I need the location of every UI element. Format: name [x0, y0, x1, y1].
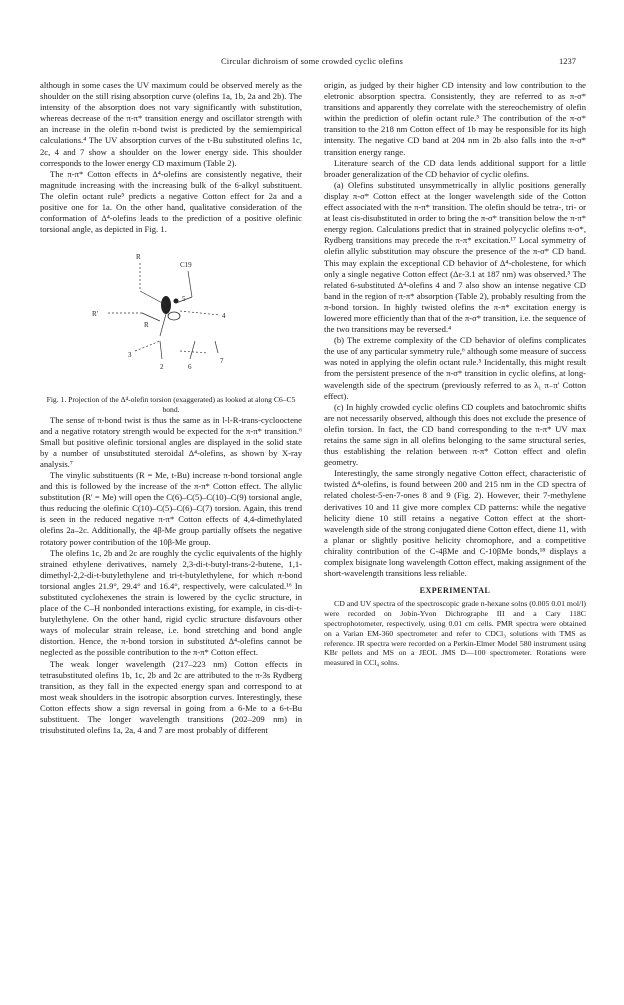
paragraph: The olefins 1c, 2b and 2c are roughly the cyclic equivalents of the highly strained ethylene derivatives, namely 2,3-di-t-butyl-trans-2-butene, 1,1-dimethyl-2,2-di-t-butylethylene and tri-t-butylethylene, for which π-bond torsional angles 21.9°, 29.4° and 16.4°, respectively, were calculated.¹⁶ In substituted cyclohexenes the strain is lowered by the cyclic structure, in place of the C–H nonbonded interactions existing, for example, in cis-di-t-butylethylene. On the other hand, rigid cyclic structure disfavours other ways of molecular strain release, i.e. bond stretching and bond angle distortion. Hence, the π-bond torsion in substituted Δ⁴-olefins cannot be neglected as the possible contribution to the π-π* Cotton effect. — [40, 547, 302, 658]
label-c5: 5 — [182, 295, 186, 304]
label-r-top: R — [136, 253, 141, 262]
paragraph: The sense of π-bond twist is thus the same as in l-l-R-trans-cyclooctene and a negative rotatory strength would be expected for the π-π* transition.⁶ Small but positive olefinic torsional angles are displayed in the solid state by a number of unsubstituted steroidal Δ⁴-olefins, as shown by X-ray analysis.⁷ — [40, 414, 302, 469]
label-r-mid: R — [144, 321, 149, 330]
running-head — [0, 56, 624, 70]
paragraph: Interestingly, the same strongly negative Cotton effect, characteristic of twisted Δ⁴-olefins, is found between 200 and 215 nm in the CD spectra of related cholest-5-en-7-ones 8 and 9 (Fig. 2). However, their 7-methylene derivatives 10 and 11 give more complex CD patterns: while the negative helicity diene 10 still retains a negative Cotton effect at the short-wavelength side of the strong conjugated diene Cotton effect, diene 11, with a planar or slightly positive helicity chromophore, and a competitive chirality contribution of the C-4βMe and C-10βMe bonds,¹⁸ displays a complex bisignate long wavelength Cotton effect, making assignment of the short-wavelength transitions less reliable. — [324, 468, 586, 579]
right-column — [324, 80, 586, 668]
label-c19: C19 — [180, 261, 192, 270]
paragraph: although in some cases the UV maximum could be observed merely as the shoulder on the still rising absorption curve (olefins 1a, 1b, 2a and 2b). The intensity of the absorption does not vary significantly with substitution, whereas decrease of the π-π* transition energy and oscillator strength with an increase in the olefin π-bond twist is predicted by the semiempirical calculations.⁴ The UV absorption curves of the t-Bu substituted olefins 1c, 2c, 4 and 7 show a shoulder on the lower energy side. This shoulder corresponds to the lower energy CD maximum (Table 2). — [40, 80, 302, 168]
paragraph: The vinylic substituents (R = Me, t-Bu) increase π-bond torsional angle and this is followed by the increase of the π-π* Cotton effect. The allylic substitution (R' = Me) will open the C(6)–C(5)–C(10)–C(9) torsional angle, thus reducing the olefinic C(10)–C(5)–C(6)–C(7) torsion. Again, this trend is seen in the reduced negative π-π* Cotton effects of 4,4-dimethylated olefins 2a–2c. Additionally, the 4β-Me group partially offsets the negative rotatory power contribution of the 10β-Me group. — [40, 469, 302, 547]
paragraph: origin, as judged by their higher CD intensity and low contribution to the eletronic absorption spectra. Consistently, they are referred to as π-σ* transitions and apparently they correlate with the stereochemistry of olefin within the prediction of olefin octant rule.⁵ The contribution of the π-σ* transition to the 218 nm Cotton effect of 1b may be responsible for its high intensity. The negative CD band at 204 nm in 2b also falls into the π-σ* transition energy range. — [324, 80, 586, 157]
paragraph: (b) The extreme complexity of the CD behavior of olefins complicates the use of any particular symmetry rule,⁶ although some measure of success was noted in applying the olefin octant rule.⁵ Incidentally, this might result from the persistent presence of the π-σ* transition in cyclic olefins, at long-wavelength side of the spectrum (previously referred to as λ₁ π₋π′ Cotton effect). — [324, 335, 586, 401]
paragraph: The weak longer wavelength (217–223 nm) Cotton effects in tetrasubstituted olefins 1b, 1c, 2b and 2c are attributed to the π-3s Rydberg transition, as they fall in the expected energy span and correspond to at most weak shoulders in the isotropic absorption curves. Interestingly, these Cotton effects show a sign reversal in going from a 6-Me to a 6-t-Bu substituent. The longer wavelength transitions (202–209 nm) in trisubstituted olefins 1a, 2a, 4 and 7 are most probably of different — [40, 658, 302, 736]
figure-1 — [40, 241, 302, 391]
paragraph: (c) In highly crowded cyclic olefins CD couplets and batochromic shifts are not necessarily observed, although this does not exclude the presence of olefin torsion. In fact, the CD band corresponding to the π-π* UV max retains the same sign in all olefins belonging to the same structural series, thus establishing the relation between π-π* Cotton effect and olefin geometry. — [324, 401, 586, 468]
label-c7: 7 — [220, 357, 224, 366]
section-heading-experimental: EXPERIMENTAL — [419, 586, 491, 596]
paragraph: The π-π* Cotton effects in Δ⁴-olefins are consistently negative, their magnitude increasing with the increasing bulk of the 6-alkyl substituent. The olefin octant rule⁵ predicts a negative Cotton effect for 2a and a positive one for 1a. On the other hand, qualitative consideration of the conformation of Δ⁴-olefins leads to the prediction of a positive olefinic torsional angle, as depicted in Fig. 1. — [40, 168, 302, 235]
torsion-projection-diagram — [80, 241, 270, 391]
label-c4: 4 — [222, 312, 226, 321]
left-column — [40, 80, 302, 736]
experimental-text: CD and UV spectra of the spectroscopic grade n-hexane solns (0.005 0.01 mol/l) were recorded on Jobin-Yvon Dichrographe III and a Cary 118C spectrophotometer, respectively, using 0.01 cm cells. PMR spectra were obtained on a Varian EM-360 spectrometer and refer to CDCl₃ solutions with TMS as reference. IR spectra were recorded on a Perkin-Elmer Model 580 instrument using KBr pellets and MS on a JEOL JMS D—100 spectrometer. Rotations were measured in CCl₄ solns. — [324, 599, 586, 668]
label-c3: 3 — [128, 351, 132, 360]
label-r-prime: R' — [92, 310, 98, 319]
paragraph: (a) Olefins substituted unsymmetrically in allylic positions generally display π-σ* Cotton effect at the longer wavelength side of the Cotton effect associated with the π-π* transition. The olefin should be tetra-, tri- or at least cis-disubstituted in order to bring the π-σ* transition below the π-π* energy region. Calculations predict that in strained polycyclic olefins π-σ*, Rydberg transitions may precede the π-π* excitation.¹⁷ Local symmetry of olefin allylic substitution may obscure the presence of the π-σ* CD band. This may explain the exceptional CD behavior of Δ⁴-cholestene, for which only a single negative Cotton effect (Δε-3.1 at 187 nm) was observed.⁵ The related 6-substituted Δ⁴-olefins 4 and 7 also show an intense negative CD band in the region of π-π* absorption (Table 2), probably resulting from the π-bond torsion. In highly twisted olefins the π-π* excitation energy is lowered more efficiently than that of the π-σ* transition, i.e. the sequence of the two transitions may be reversed.⁴ — [324, 179, 587, 335]
paragraph: Literature search of the CD data lends additional support for a little broader generalization of the CD behavior of cyclic olefins. — [324, 157, 586, 179]
label-c2: 2 — [160, 363, 164, 372]
page-number: 1237 — [559, 56, 576, 66]
figure-caption: Fig. 1. Projection of the Δ⁴-olefin torsion (exaggerated) as looked at along C6–C5 bond. — [46, 395, 296, 414]
label-c6: 6 — [188, 363, 192, 372]
running-title: Circular dichroism of some crowded cyclic olefins — [220, 56, 404, 66]
